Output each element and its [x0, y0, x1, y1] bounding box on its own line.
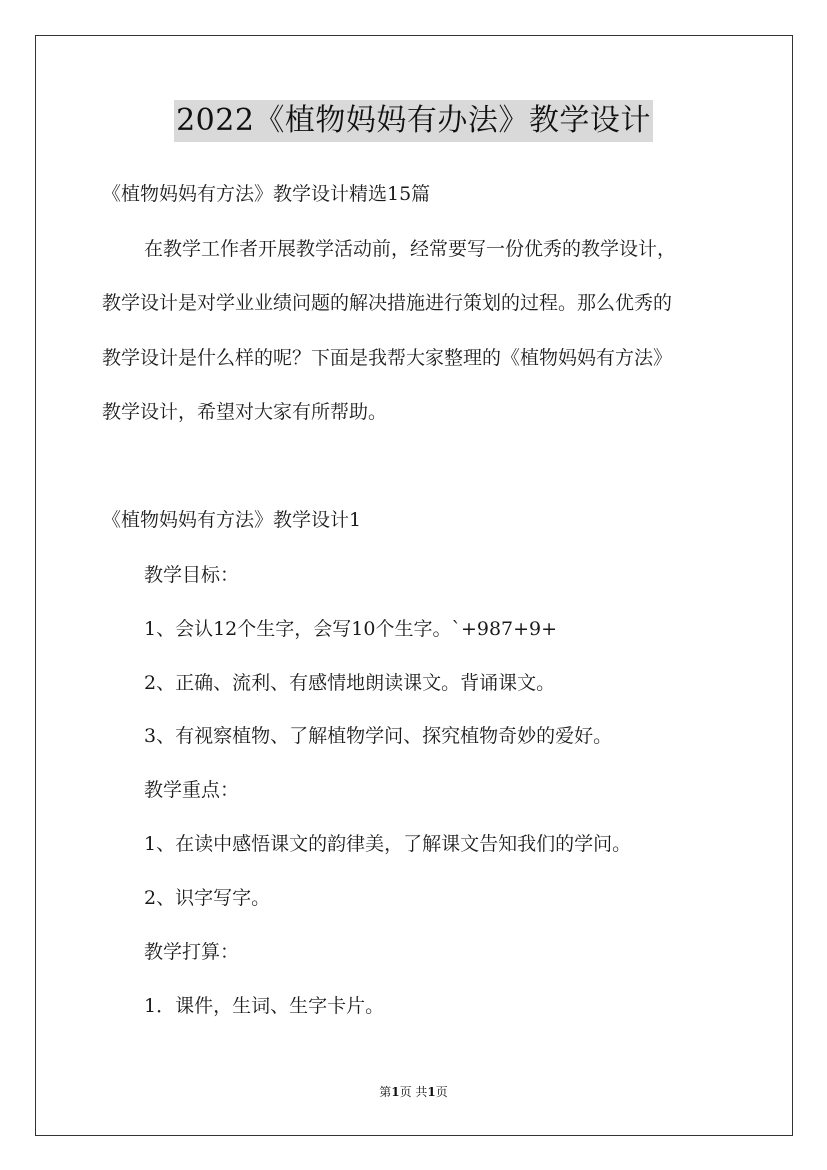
- prep-heading: 教学打算：: [144, 941, 240, 963]
- goal-item-2: 2、正确、流利、有感情地朗读课文。背诵课文。: [144, 672, 556, 694]
- intro-line-2: 教学设计是对学业业绩问题的解决措施进行策划的过程。那么优秀的: [102, 292, 673, 314]
- focus-heading: 教学重点：: [144, 779, 240, 801]
- page-footer: [0, 1083, 827, 1101]
- document-subtitle: 《植物妈妈有方法》教学设计精选15篇: [102, 183, 431, 205]
- focus-item-1: 1、在读中感悟课文的韵律美，了解课文告知我们的学问。: [144, 833, 632, 855]
- document-title: 2022《植物妈妈有办法》教学设计: [174, 100, 653, 142]
- footer-page-suffix: 页: [435, 1085, 448, 1099]
- intro-line-4: 教学设计，希望对大家有所帮助。: [102, 401, 388, 423]
- footer-page-prefix: 第: [379, 1085, 392, 1099]
- focus-item-2: 2、识字写字。: [144, 887, 271, 909]
- footer-page-current: 1: [391, 1085, 400, 1099]
- footer-page-mid: 页 共: [399, 1085, 428, 1099]
- intro-line-1: 在教学工作者开展教学活动前，经常要写一份优秀的教学设计，: [144, 238, 677, 260]
- footer-page-total: 1: [427, 1085, 436, 1099]
- intro-line-3: 教学设计是什么样的呢？下面是我帮大家整理的《植物妈妈有方法》: [102, 347, 673, 369]
- goal-item-3: 3、有视察植物、了解植物学问、探究植物奇妙的爱好。: [144, 725, 613, 747]
- goals-heading: 教学目标：: [144, 564, 240, 586]
- goal-item-1: 1、会认12个生字，会写10个生字。`+987+9+: [144, 618, 558, 640]
- prep-item-1: 1．课件，生词、生字卡片。: [144, 995, 385, 1017]
- section-heading: 《植物妈妈有方法》教学设计1: [102, 509, 362, 531]
- title-container: [0, 100, 827, 142]
